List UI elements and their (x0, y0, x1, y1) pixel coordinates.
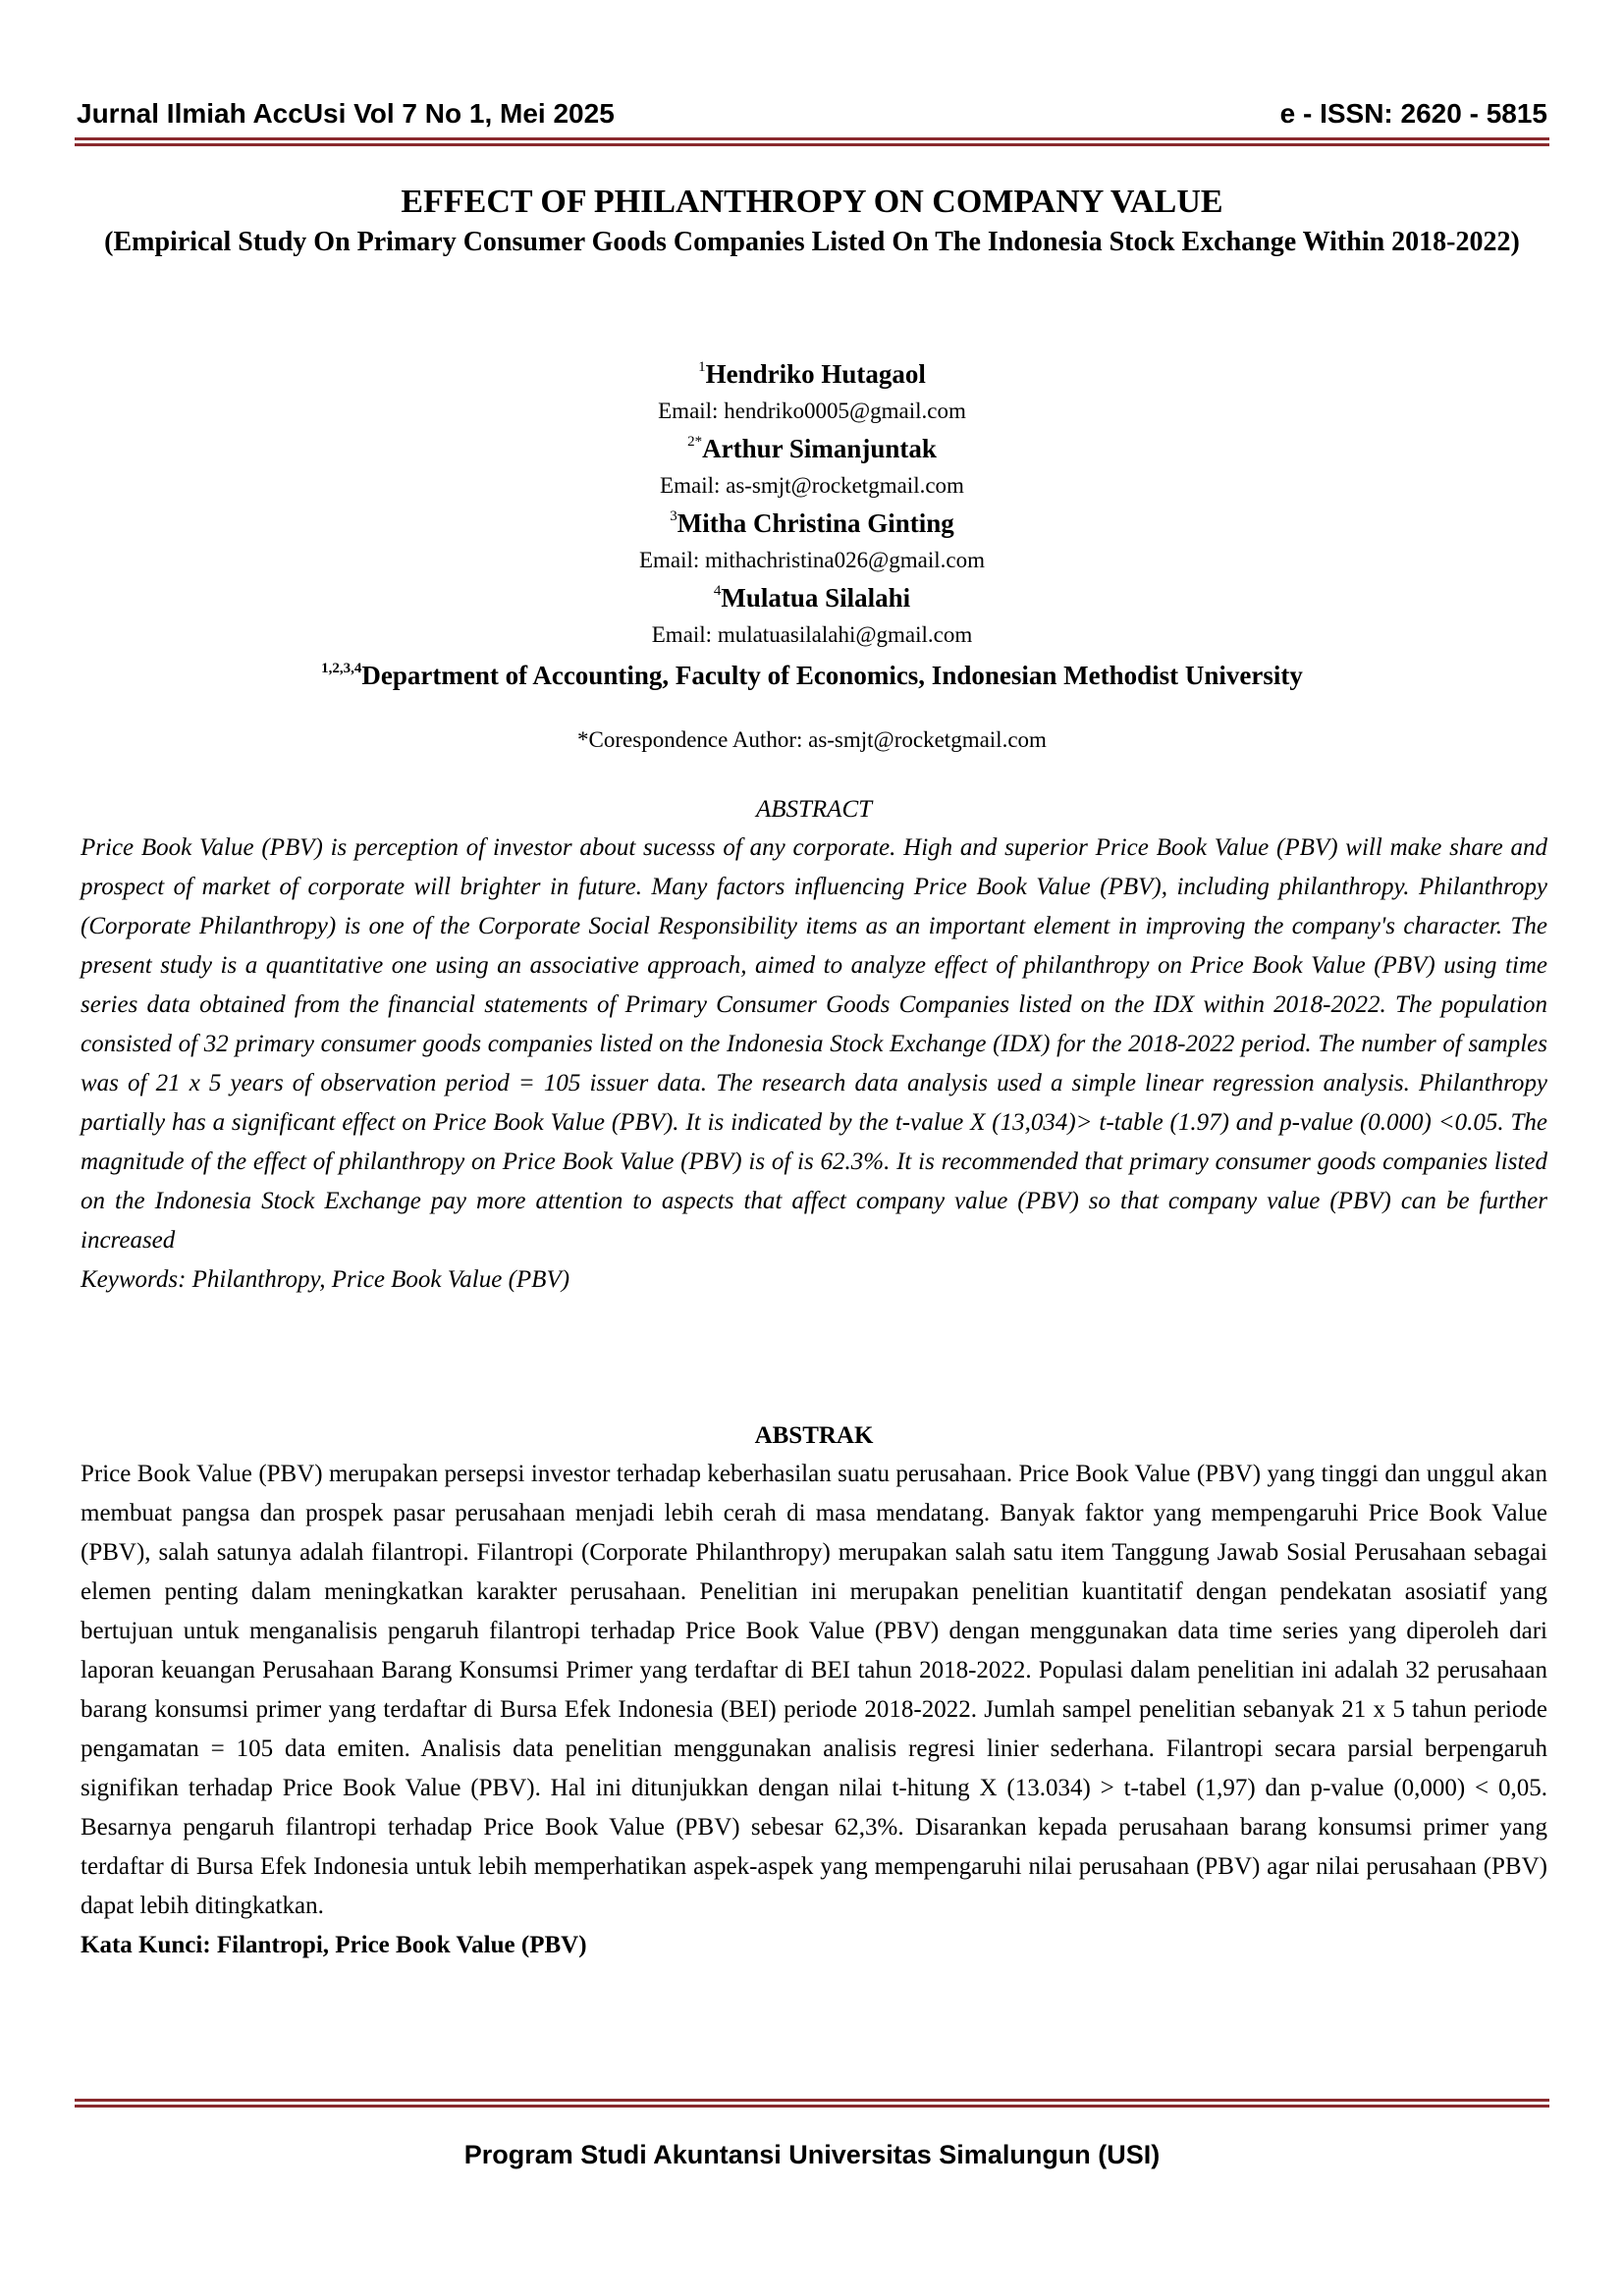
paper-subtitle: (Empirical Study On Primary Consumer Goods Companies Listed On The Indonesia Stock Exchange Within 2018-2022) (104, 227, 1520, 257)
page-footer: Program Studi Akuntansi Universitas Simalungun (USI) (463, 2140, 1161, 2169)
title-block (77, 182, 1547, 262)
author-name (77, 430, 1547, 467)
author-name (77, 579, 1547, 616)
author-superscript: 1 (698, 359, 706, 375)
abstrak-keywords: Kata Kunci: Filantropi, Price Book Value (PBV) (81, 1932, 587, 1958)
author-email: Email: mithachristina026@gmail.com (638, 548, 986, 572)
author-name-text: Hendriko Hutagaol (705, 359, 926, 389)
footer-rule-bottom (75, 2105, 1549, 2108)
footer-rule-top (75, 2099, 1549, 2102)
header-rule-top (75, 137, 1549, 140)
abstract-body: Price Book Value (PBV) is perception of investor about sucesss of any corporate. High and superior Price Book Value (PBV) will make share and prospect of market of corporate will brighter in future. Many factors influencing Price Book Value (PBV), including philanthropy. Philanthropy (Corporate Philanthropy) is one of the Corporate Social Responsibility items as an important element in improving the company's character. The present study is a quantitative one using an associative approach, aimed to analyze effect of philanthropy on Price Book Value (PBV) using time series data obtained from the financial statements of Primary Consumer Goods Companies listed on the IDX within 2018-2022. The population consisted of 32 primary consumer goods companies listed on the Indonesia Stock Exchange (IDX) for the 2018-2022 period. The number of samples was of 21 x 5 years of observation period = 105 issuer data. The research data analysis used a simple linear regression analysis. Philanthropy partially has a significant effect on Price Book Value (PBV). It is indicated by the t-value X (13,034)> t-table (1.97) and p-value (0.000) <0.05. The magnitude of the effect of philanthropy on Price Book Value (PBV) is of is 62.3%. It is recommended that primary consumer goods companies listed on the Indonesia Stock Exchange pay more attention to aspects that affect company value (PBV) so that company value (PBV) can be further increased (81, 834, 1547, 1254)
author-name (77, 355, 1547, 393)
journal-name: Jurnal Ilmiah AccUsi Vol 7 No 1, Mei 2025 (77, 98, 615, 129)
correspondence-author: *Corespondence Author: as-smjt@rocketgmail.com (577, 727, 1047, 752)
author-email: Email: hendriko0005@gmail.com (658, 399, 966, 423)
author-superscript: 4 (713, 583, 722, 599)
author-block (77, 355, 1547, 758)
abstrak-body: Price Book Value (PBV) merupakan persepsi investor terhadap keberhasilan suatu perusahaan. Price Book Value (PBV) yang tinggi dan unggul akan membuat pangsa dan prospek pasar perusahaan menjadi lebih cerah di masa mendatang. Banyak faktor yang mempengaruhi Price Book Value (PBV), salah satunya adalah filantropi. Filantropi (Corporate Philanthropy) merupakan salah satu item Tanggung Jawab Sosial Perusahaan sebagai elemen penting dalam meningkatkan karakter perusahaan. Penelitian ini merupakan penelitian kuantitatif dengan pendekatan asosiatif yang bertujuan untuk menganalisis pengaruh filantropi terhadap Price Book Value (PBV) dengan menggunakan data time series yang diperoleh dari laporan keuangan Perusahaan Barang Konsumsi Primer yang terdaftar di BEI tahun 2018-2022. Populasi dalam penelitian ini adalah 32 perusahaan barang konsumsi primer yang terdaftar di Bursa Efek Indonesia (BEI) periode 2018-2022. Jumlah sampel penelitian sebanyak 21 x 5 tahun periode pengamatan = 105 data emiten. Analisis data penelitian menggunakan analisis regresi linier sederhana. Filantropi secara parsial berpengaruh signifikan terhadap Price Book Value (PBV). Hal ini ditunjukkan dengan nilai t-hitung X (13.034) > t-tabel (1,97) dan p-value (0,000) < 0,05. Besarnya pengaruh filantropi terhadap Price Book Value (PBV) sebesar 62,3%. Disarankan kepada perusahaan barang konsumsi primer yang terdaftar di Bursa Efek Indonesia untuk lebih memperhatikan aspek-aspek yang mempengaruhi nilai perusahaan (PBV) agar nilai perusahaan (PBV) dapat lebih ditingkatkan. (81, 1461, 1547, 1919)
abstrak-heading: ABSTRAK (754, 1422, 874, 1449)
author-name-text: Mulatua Silalahi (721, 583, 911, 613)
affiliation (77, 656, 1547, 695)
running-header (77, 98, 1547, 130)
affiliation-superscript: 1,2,3,4 (321, 661, 362, 676)
abstract-section (81, 791, 1547, 1300)
author-superscript: 2* (687, 434, 703, 450)
header-rule-bottom (75, 143, 1549, 146)
author-name-text: Arthur Simanjuntak (702, 434, 937, 463)
author-name (77, 505, 1547, 542)
affiliation-text: Department of Accounting, Faculty of Economics, Indonesian Methodist University (361, 661, 1303, 690)
abstract-heading: ABSTRACT (755, 796, 873, 823)
issn: e - ISSN: 2620 - 5815 (1279, 98, 1547, 129)
author-email: Email: as-smjt@rocketgmail.com (660, 473, 964, 498)
author-email: Email: mulatuasilalahi@gmail.com (651, 622, 973, 647)
abstract-keywords: Keywords: Philanthropy, Price Book Value (PBV) (81, 1266, 570, 1293)
author-name-text: Mitha Christina Ginting (677, 508, 954, 538)
abstrak-section (81, 1417, 1547, 1965)
paper-title: EFFECT OF PHILANTHROPY ON COMPANY VALUE (401, 184, 1223, 220)
author-superscript: 3 (670, 508, 677, 524)
